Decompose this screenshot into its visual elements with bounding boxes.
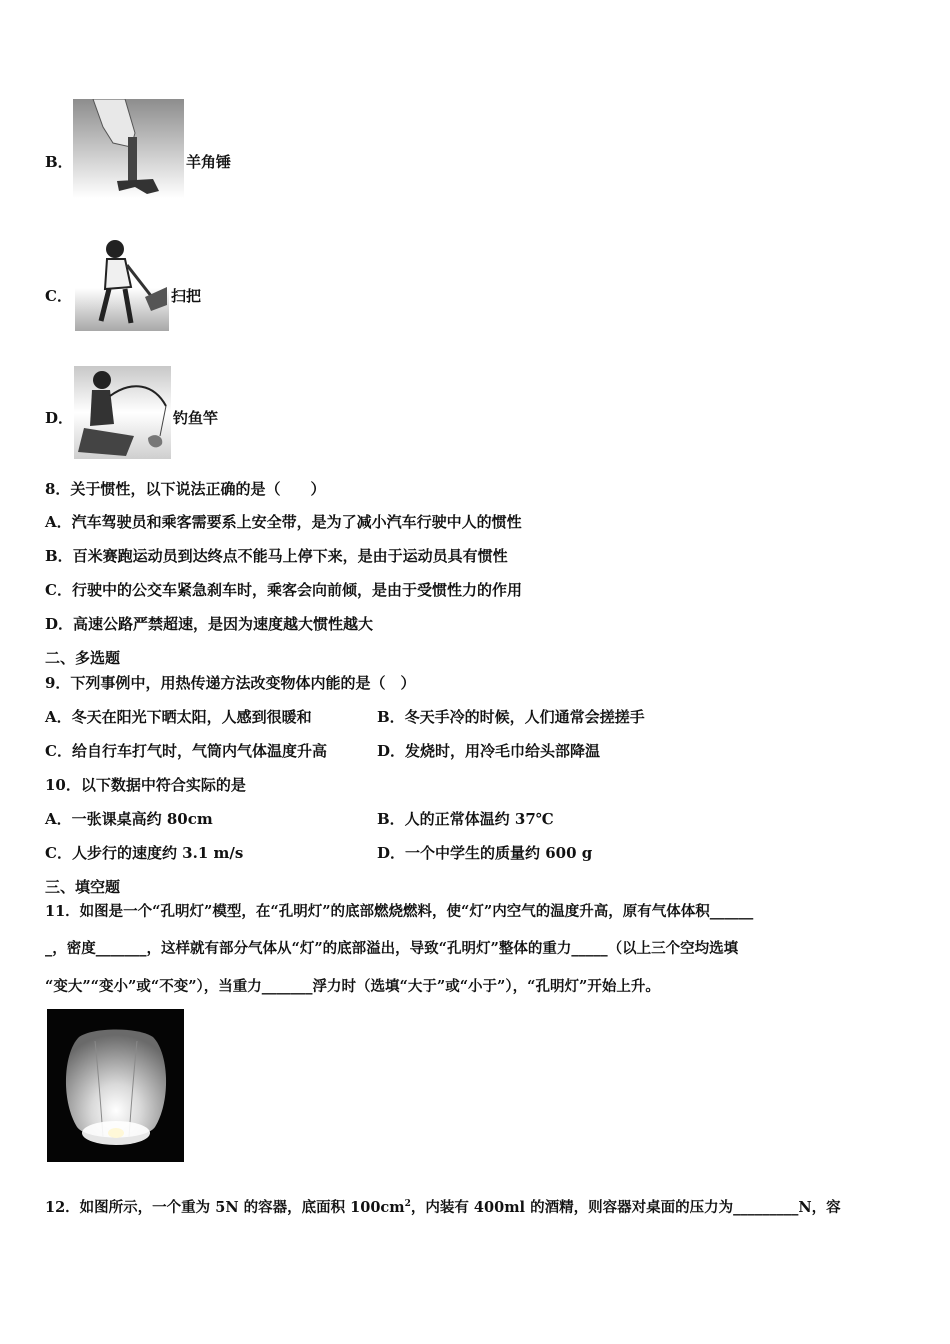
- q9-option-c: C．给自行车打气时，气筒内气体温度升高: [45, 742, 327, 760]
- q12-text: [45, 1194, 841, 1218]
- q9-option-d: D．发烧时，用冷毛巾给头部降温: [377, 742, 601, 760]
- q12-part-1: 12．如图所示，一个重为 5N 的容器，底面积 100cm: [45, 1198, 405, 1216]
- q9-stem: 9．下列事例中，用热传递方法改变物体内能的是（ ）: [45, 674, 416, 692]
- q10-option-c: C．人步行的速度约 3.1 m/s: [45, 844, 244, 862]
- q11-line-1: 11．如图是一个“孔明灯”模型，在“孔明灯”的底部燃烧燃料，使“灯”内空气的温度升高，原有气体体积______: [45, 903, 754, 920]
- option-b-label: 羊角锤: [186, 153, 232, 171]
- q9-option-a: A．冬天在阳光下晒太阳，人感到很暖和: [45, 708, 312, 726]
- sky-lantern-image: [47, 1009, 184, 1162]
- fishing-rod-image: [74, 366, 171, 459]
- q8-stem: 8．关于惯性，以下说法正确的是（ ）: [45, 480, 326, 498]
- q10-stem: 10．以下数据中符合实际的是: [45, 776, 246, 794]
- q11-line-2: _，密度_______，这样就有部分气体从“灯”的底部溢出，导致“孔明灯”整体的重力_____（以上三个空均选填: [45, 940, 739, 957]
- q11-line-3: “变大”“变小”或“不变”），当重力_______浮力时（选填“大于”或“小于”），“孔明灯”开始上升。: [45, 978, 660, 995]
- q8-option-a: A．汽车驾驶员和乘客需要系上安全带，是为了减小汽车行驶中人的惯性: [45, 513, 522, 531]
- hammer-image: [73, 99, 184, 198]
- section-heading-multiple-choice: 二、多选题: [45, 649, 121, 667]
- q10-option-a: A．一张课桌高约 80cm: [45, 810, 213, 828]
- option-c-letter: C．: [45, 287, 72, 305]
- option-c-label: 扫把: [171, 287, 202, 305]
- section-heading-fill-in: 三、填空题: [45, 878, 121, 896]
- broom-sweeper-image: [75, 235, 169, 331]
- q12-part-2: ，内装有 400ml 的酒精，则容器对桌面的压力为_________N，容: [410, 1198, 841, 1216]
- q9-option-b: B．冬天手冷的时候，人们通常会搓搓手: [377, 708, 645, 726]
- q8-option-d: D．高速公路严禁超速，是因为速度越大惯性越大: [45, 615, 374, 633]
- q8-option-c: C．行驶中的公交车紧急刹车时，乘客会向前倾，是由于受惯性力的作用: [45, 581, 522, 599]
- q10-option-d: D．一个中学生的质量约 600 g: [377, 844, 593, 862]
- q10-option-b: B．人的正常体温约 37℃: [377, 810, 554, 828]
- option-b-letter: B．: [45, 153, 73, 171]
- option-d-letter: D．: [45, 409, 74, 427]
- option-d-label: 钓鱼竿: [173, 409, 219, 427]
- q8-option-b: B．百米赛跑运动员到达终点不能马上停下来，是由于运动员具有惯性: [45, 547, 508, 565]
- q12-superscript: 2: [404, 1199, 411, 1209]
